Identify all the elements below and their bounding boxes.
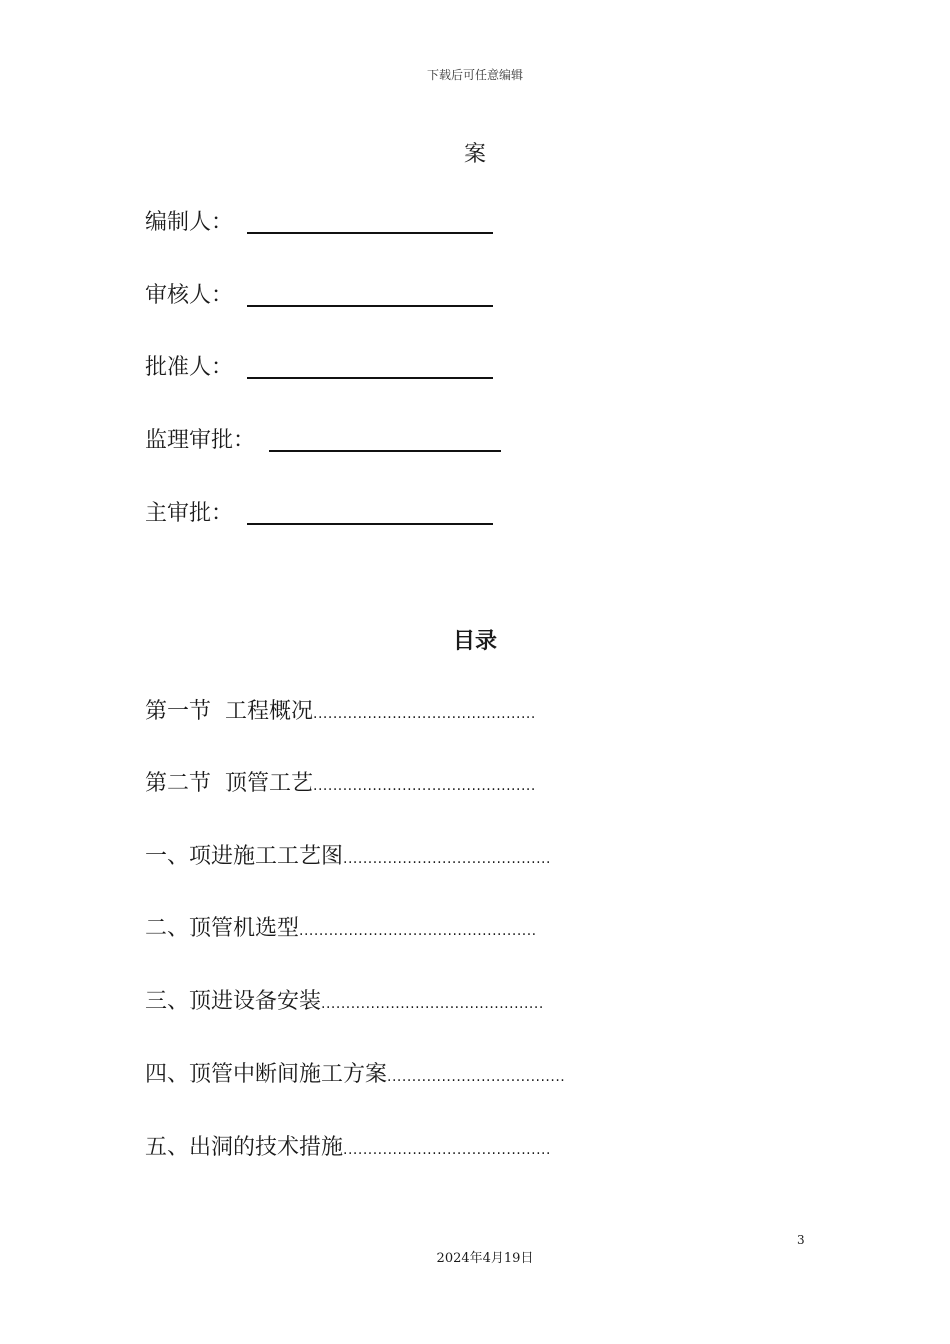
toc-item-leader-dots: ............................................. bbox=[321, 996, 544, 1012]
toc-item-section: 第一节 bbox=[145, 699, 212, 724]
toc-item-leader-dots: ............................................. bbox=[313, 778, 536, 794]
toc-item-section: 第二节 bbox=[145, 771, 212, 796]
toc-item-leader-dots: .................................... bbox=[387, 1069, 566, 1085]
signature-row-compiler bbox=[145, 208, 493, 238]
page-header: 下载后可任意编辑 bbox=[426, 68, 523, 82]
signature-label: 编制人： bbox=[145, 210, 234, 235]
toc-item[interactable] bbox=[145, 987, 544, 1019]
page-number: 3 bbox=[797, 1233, 805, 1247]
toc-item[interactable] bbox=[145, 1060, 565, 1092]
signature-row-approver bbox=[145, 353, 493, 383]
toc-item-leader-dots: ................................................ bbox=[299, 923, 537, 939]
signature-row-chief-approval bbox=[145, 499, 493, 529]
toc-item[interactable] bbox=[145, 1133, 551, 1165]
toc-item-leader-dots: ............................................. bbox=[313, 706, 536, 722]
signature-row-supervisor-approval bbox=[145, 426, 501, 456]
toc-item[interactable] bbox=[145, 914, 537, 946]
toc-item[interactable] bbox=[145, 842, 551, 874]
toc-item[interactable] bbox=[145, 697, 536, 729]
toc-item-text: 三、顶进设备安装 bbox=[145, 989, 322, 1014]
toc-item-text: 五、出洞的技术措施 bbox=[145, 1135, 344, 1160]
toc-heading: 目录 bbox=[452, 629, 497, 654]
signature-label: 审核人： bbox=[145, 283, 234, 308]
signature-row-reviewer bbox=[145, 281, 493, 311]
toc-item-text: 二、顶管机选型 bbox=[145, 916, 300, 941]
toc-item-leader-dots: .......................................... bbox=[343, 1142, 551, 1158]
signature-label: 主审批： bbox=[145, 501, 234, 526]
signature-line bbox=[247, 305, 493, 307]
signature-line bbox=[269, 450, 501, 452]
signature-label: 监理审批： bbox=[145, 428, 256, 453]
toc-item-text: 顶管工艺 bbox=[225, 771, 314, 796]
toc-item-leader-dots: .......................................... bbox=[343, 851, 551, 867]
toc-item-text: 四、顶管中断间施工方案 bbox=[145, 1062, 388, 1087]
signature-line bbox=[247, 232, 493, 234]
toc-item[interactable] bbox=[145, 769, 536, 801]
document-title: 案 bbox=[463, 142, 486, 167]
toc-item-text: 工程概况 bbox=[225, 699, 314, 724]
toc-item-text: 一、项进施工工艺图 bbox=[145, 844, 344, 869]
signature-label: 批准人： bbox=[145, 355, 234, 380]
footer-date: 2024年4月19日 bbox=[436, 1251, 534, 1266]
signature-line bbox=[247, 523, 493, 525]
signature-line bbox=[247, 377, 493, 379]
